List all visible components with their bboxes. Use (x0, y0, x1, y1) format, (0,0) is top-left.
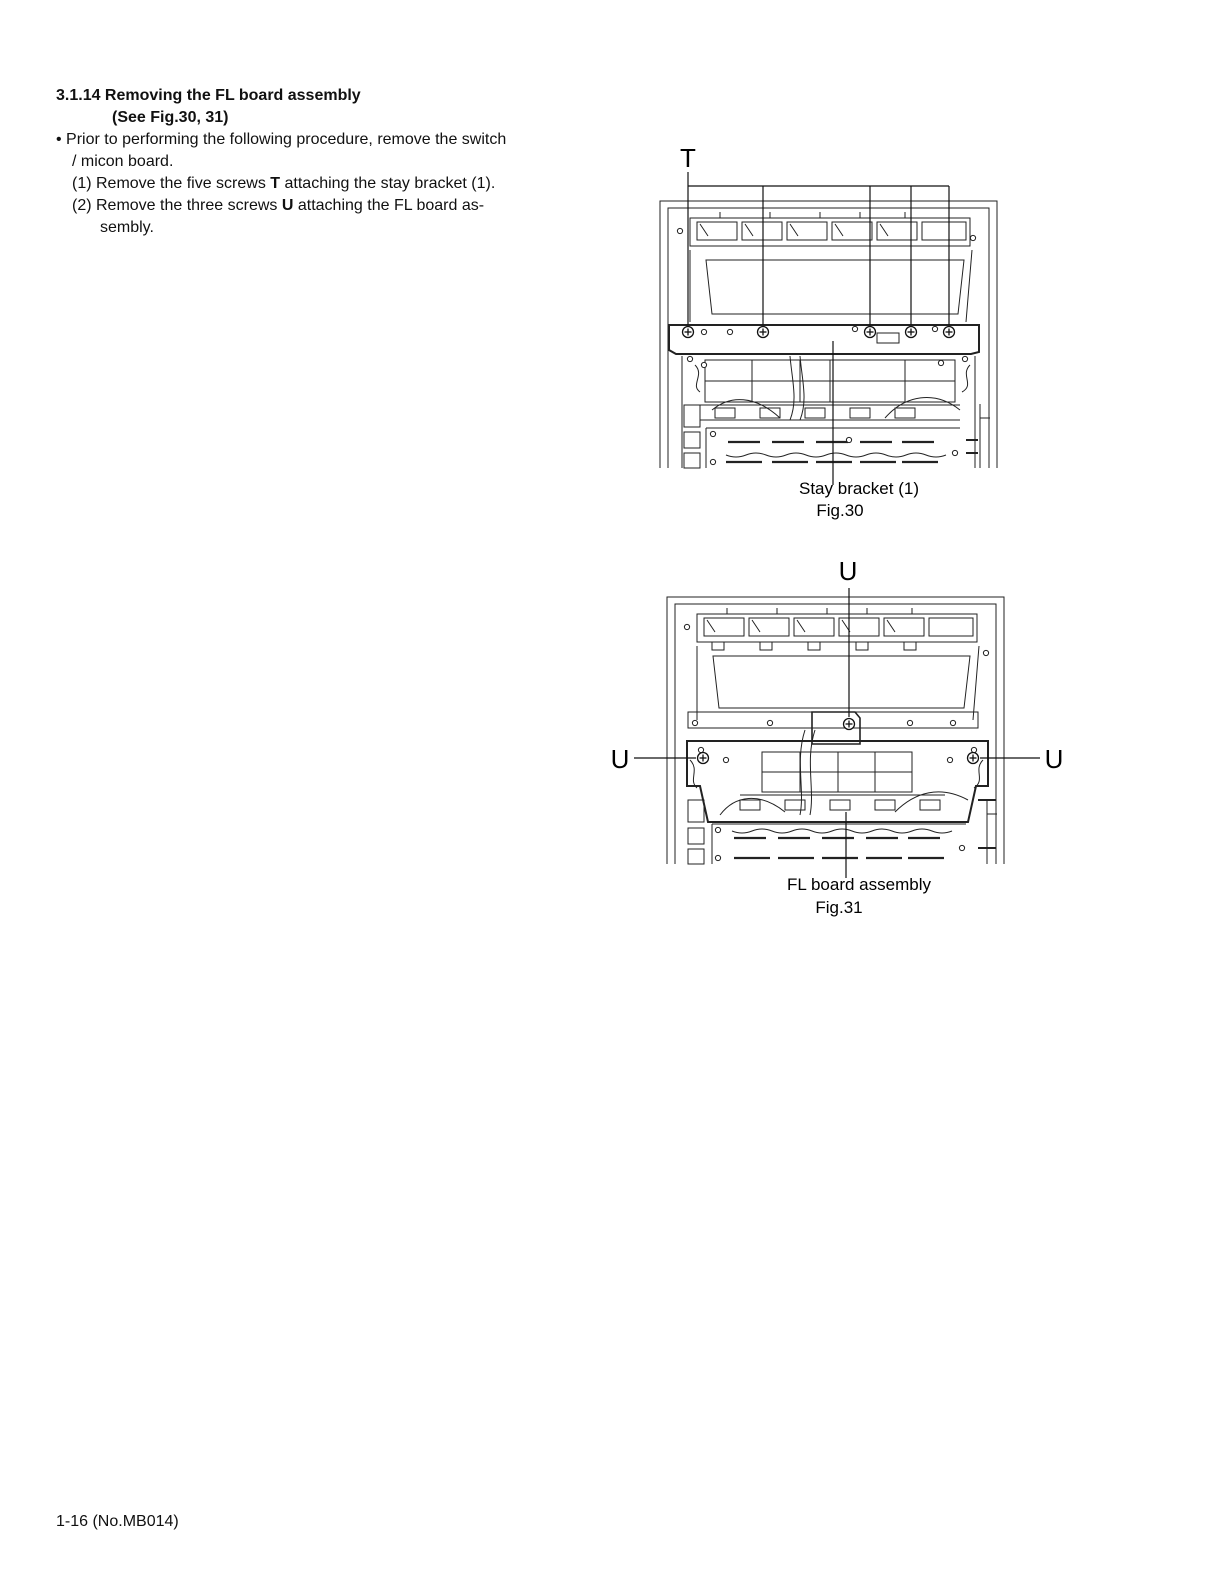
step-2-text-end: attaching the FL board as- (293, 197, 485, 214)
fig30-screw-label-t: T (680, 143, 696, 173)
fig31-screw-label-top: U (838, 556, 858, 586)
fig30-part-label: Stay bracket (1) (799, 479, 919, 498)
step-1-text: (1) Remove the five screws (72, 175, 271, 192)
step-1-screw-key: T (270, 175, 281, 192)
figure-31 (611, 556, 1064, 917)
prerequisite-line-2: / micon board. (72, 153, 174, 170)
figure-30 (660, 143, 997, 520)
fig30-caption: Fig.30 (816, 501, 864, 520)
step-2-text: (2) Remove the three screws (72, 197, 282, 214)
fig31-part-label: FL board assembly (787, 875, 931, 894)
fig31-screw-label-left: U (610, 744, 630, 774)
fig31-screw-label-right: U (1044, 744, 1064, 774)
fig31-caption: Fig.31 (815, 898, 863, 917)
section-subheading: (See Fig.30, 31) (112, 109, 229, 126)
section-heading: 3.1.14 Removing the FL board assembly (56, 87, 361, 104)
step-2-screw-key: U (281, 197, 294, 214)
prerequisite-line-1: • Prior to performing the following procedure, remove the switch (56, 131, 507, 148)
step-2-line-2: sembly. (100, 219, 154, 236)
step-1-text-end: attaching the stay bracket (1). (280, 175, 496, 192)
page-footer: 1-16 (No.MB014) (56, 1513, 179, 1530)
